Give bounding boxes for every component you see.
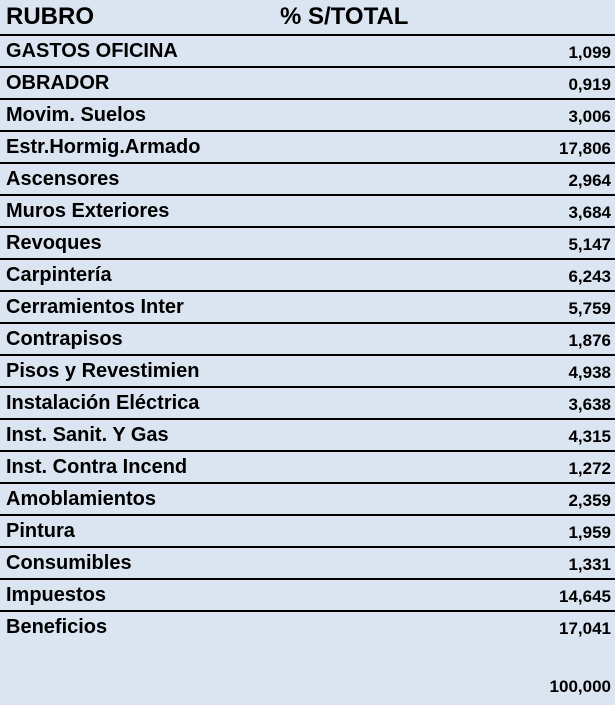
table-row bbox=[0, 388, 615, 420]
percent-value-cell: 1,331 bbox=[568, 555, 611, 574]
percent-value-cell: 3,684 bbox=[568, 203, 611, 222]
percent-value-cell: 0,919 bbox=[568, 75, 611, 94]
rubro-name-cell: Beneficios bbox=[6, 616, 108, 638]
percent-value-cell: 3,006 bbox=[568, 107, 611, 126]
rubro-name-cell: Ascensores bbox=[6, 168, 120, 190]
percent-value-cell: 17,806 bbox=[559, 139, 611, 158]
percent-value-cell: 2,964 bbox=[568, 171, 611, 190]
percent-value-cell: 17,041 bbox=[559, 619, 611, 638]
percent-value-cell: 1,876 bbox=[568, 331, 611, 350]
table-row bbox=[0, 164, 615, 196]
rubro-name-cell: Amoblamientos bbox=[6, 488, 157, 510]
table-row bbox=[0, 324, 615, 356]
percent-value-cell: 14,645 bbox=[559, 587, 611, 606]
rubro-name-cell: Cerramientos Inter bbox=[6, 296, 184, 318]
table-row bbox=[0, 548, 615, 580]
table-row bbox=[0, 420, 615, 452]
rubro-name-cell: Inst. Sanit. Y Gas bbox=[6, 424, 169, 446]
rubro-name-cell: Instalación Eléctrica bbox=[6, 392, 200, 414]
rubro-name-cell: GASTOS OFICINA bbox=[6, 40, 178, 62]
table-body bbox=[0, 36, 615, 644]
table-row bbox=[0, 260, 615, 292]
rubro-name-cell: OBRADOR bbox=[6, 72, 110, 94]
rubro-name-cell: Muros Exteriores bbox=[6, 200, 170, 222]
table-row bbox=[0, 580, 615, 612]
rubro-name-cell: Estr.Hormig.Armado bbox=[6, 136, 201, 158]
percent-value-cell: 1,272 bbox=[568, 459, 611, 478]
percent-value-cell: 3,638 bbox=[568, 395, 611, 414]
table-row bbox=[0, 516, 615, 548]
table-row bbox=[0, 100, 615, 132]
table-row bbox=[0, 356, 615, 388]
table-row bbox=[0, 228, 615, 260]
column-header-rubro: RUBRO bbox=[6, 3, 94, 30]
table-row bbox=[0, 484, 615, 516]
percent-value-cell: 5,147 bbox=[568, 235, 611, 254]
column-header-percent-total: % S/TOTAL bbox=[280, 3, 409, 30]
percent-value-cell: 5,759 bbox=[568, 299, 611, 318]
percent-value-cell: 6,243 bbox=[568, 267, 611, 286]
rubro-name-cell: Pisos y Revestimien bbox=[6, 360, 200, 382]
rubro-name-cell: Impuestos bbox=[6, 584, 107, 606]
table-row bbox=[0, 132, 615, 164]
rubro-name-cell: Revoques bbox=[6, 232, 102, 254]
table-row bbox=[0, 36, 615, 68]
percent-value-cell: 1,959 bbox=[568, 523, 611, 542]
table-header bbox=[0, 0, 615, 36]
total-value: 100,000 bbox=[549, 677, 611, 696]
percent-value-cell: 4,938 bbox=[568, 363, 611, 382]
table-row bbox=[0, 452, 615, 484]
rubro-name-cell: Movim. Suelos bbox=[6, 104, 147, 126]
percent-value-cell: 2,359 bbox=[568, 491, 611, 510]
table-row bbox=[0, 612, 615, 644]
table-row bbox=[0, 68, 615, 100]
rubro-name-cell: Pintura bbox=[6, 520, 75, 542]
rubro-name-cell: Carpintería bbox=[6, 264, 112, 286]
table-row bbox=[0, 196, 615, 228]
table-row bbox=[0, 292, 615, 324]
percent-value-cell: 1,099 bbox=[568, 43, 611, 62]
rubro-name-cell: Consumibles bbox=[6, 552, 132, 574]
percent-value-cell: 4,315 bbox=[568, 427, 611, 446]
rubro-name-cell: Contrapisos bbox=[6, 328, 123, 350]
rubro-name-cell: Inst. Contra Incend bbox=[6, 456, 188, 478]
